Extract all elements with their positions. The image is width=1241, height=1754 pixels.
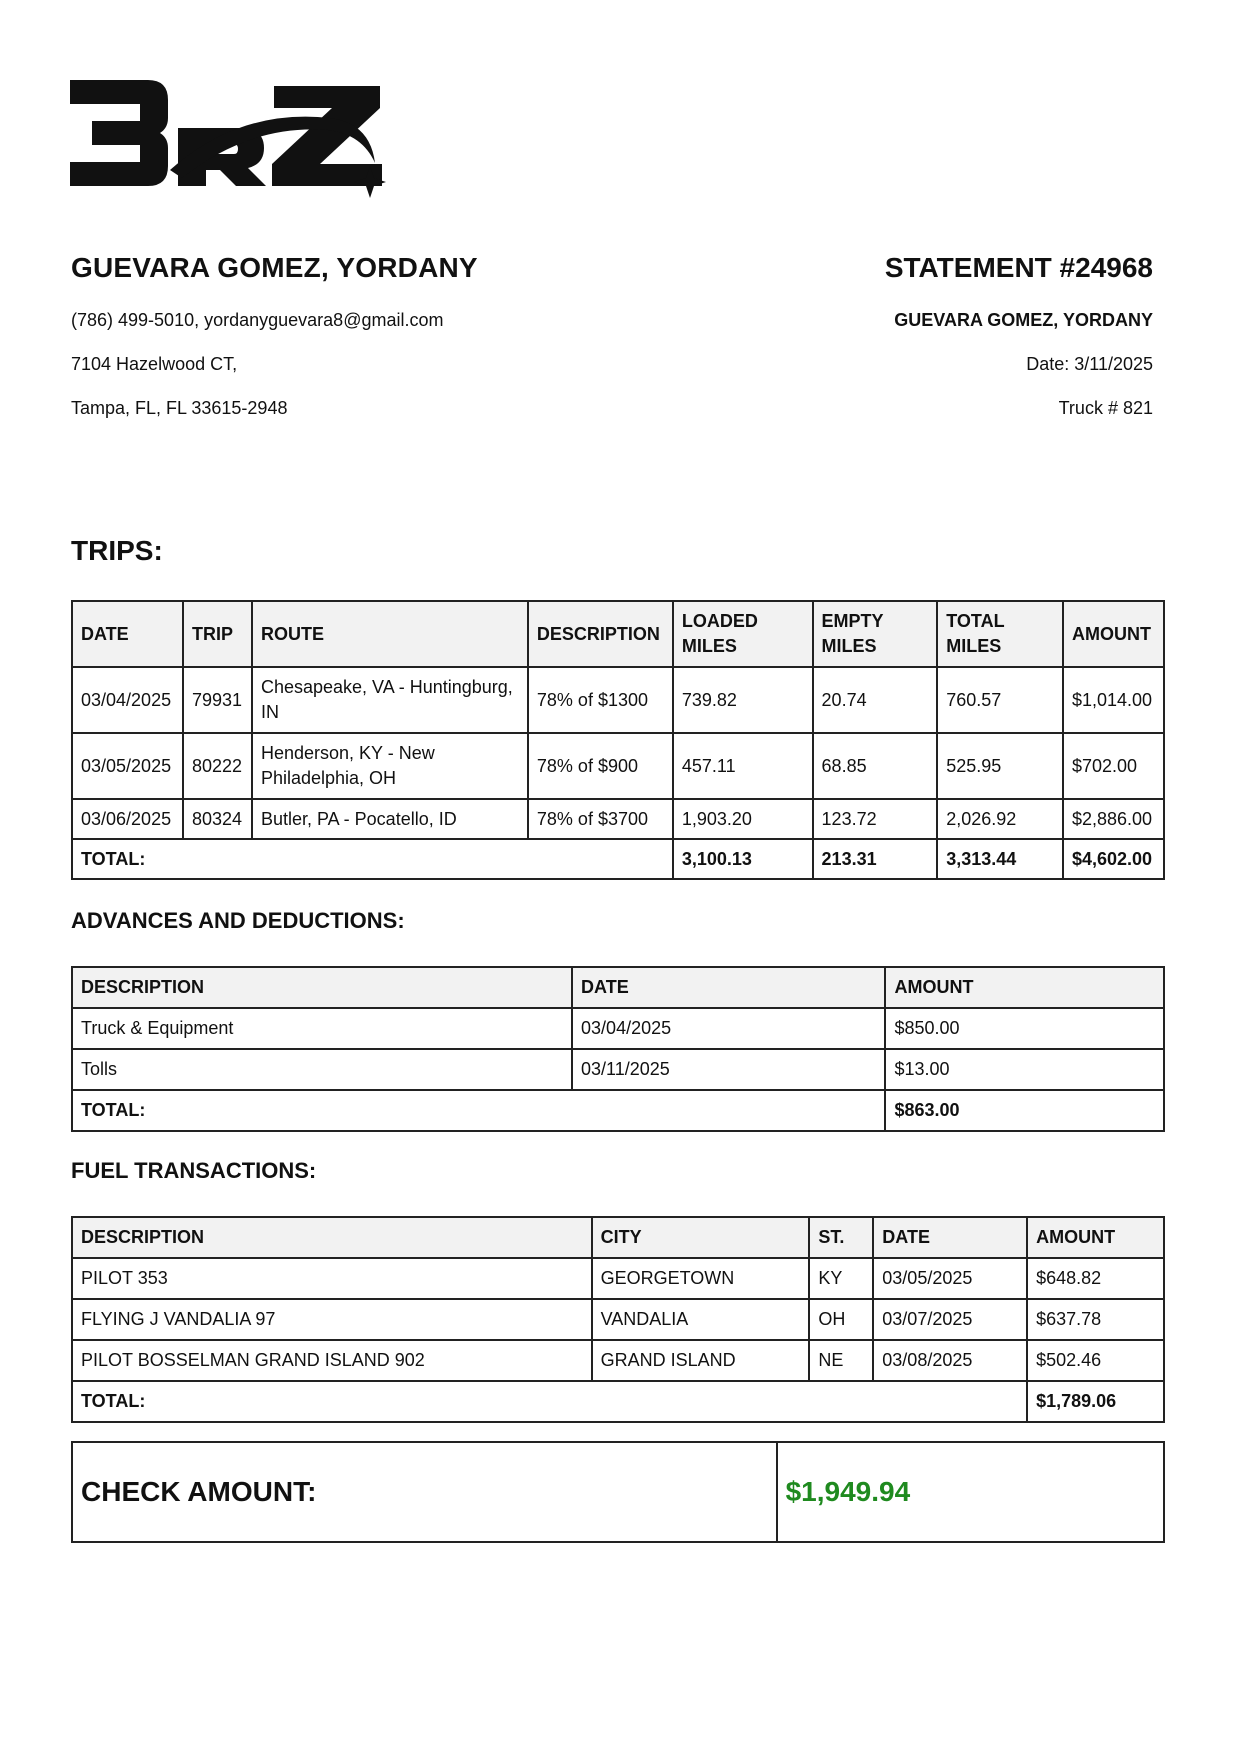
fuel-table: [71, 1216, 1165, 1423]
total-label: TOTAL:: [72, 839, 673, 879]
trips-total-row: [72, 839, 1164, 879]
cell: Henderson, KY - New Philadelphia, OH: [252, 733, 528, 799]
col-header: TOTAL MILES: [937, 601, 1063, 667]
advances-title: ADVANCES AND DEDUCTIONS:: [71, 908, 405, 933]
cell: $850.00: [885, 1008, 1164, 1049]
cell: 03/04/2025: [572, 1008, 885, 1049]
table-row: [72, 667, 1164, 733]
col-header: LOADED MILES: [673, 601, 813, 667]
svg-text:BRZ: BRZ: [70, 78, 72, 79]
cell: $13.00: [885, 1049, 1164, 1090]
statement-date: Date: 3/11/2025: [1026, 354, 1153, 374]
total-amount: $4,602.00: [1063, 839, 1164, 879]
check-amount-label: CHECK AMOUNT:: [72, 1442, 777, 1542]
table-row: [72, 1049, 1164, 1090]
cell: OH: [809, 1299, 873, 1340]
cell: PILOT BOSSELMAN GRAND ISLAND 902: [72, 1340, 592, 1381]
check-amount-value: $1,949.94: [777, 1442, 1164, 1542]
cell: 03/04/2025: [72, 667, 183, 733]
col-header: DESCRIPTION: [72, 1217, 592, 1258]
cell: 78% of $900: [528, 733, 673, 799]
cell: 739.82: [673, 667, 813, 733]
col-header: DESCRIPTION: [528, 601, 673, 667]
col-header: ST.: [809, 1217, 873, 1258]
statement-truck: Truck # 821: [1058, 398, 1153, 418]
cell: 03/11/2025: [572, 1049, 885, 1090]
statement-title: STATEMENT #24968: [884, 252, 1153, 283]
total-miles: 3,313.44: [937, 839, 1063, 879]
cell: 68.85: [813, 733, 938, 799]
table-row: [72, 1340, 1164, 1381]
total-empty-miles: 213.31: [813, 839, 938, 879]
cell: $702.00: [1063, 733, 1164, 799]
table-row: [72, 1299, 1164, 1340]
cell: VANDALIA: [592, 1299, 810, 1340]
fuel-total-row: [72, 1381, 1164, 1422]
advances-header-row: [72, 967, 1164, 1008]
check-amount-table: [71, 1441, 1165, 1543]
cell: 2,026.92: [937, 799, 1063, 839]
col-header: AMOUNT: [1063, 601, 1164, 667]
col-header: DATE: [873, 1217, 1027, 1258]
cell: NE: [809, 1340, 873, 1381]
cell: 80222: [183, 733, 252, 799]
cell: 457.11: [673, 733, 813, 799]
cell: 79931: [183, 667, 252, 733]
trips-table: [71, 600, 1165, 880]
cell: 03/08/2025: [873, 1340, 1027, 1381]
cell: $1,014.00: [1063, 667, 1164, 733]
cell: 20.74: [813, 667, 938, 733]
cell: FLYING J VANDALIA 97: [72, 1299, 592, 1340]
cell: $648.82: [1027, 1258, 1164, 1299]
cell: 1,903.20: [673, 799, 813, 839]
driver-address-line1: 7104 Hazelwood CT,: [71, 354, 238, 374]
cell: Truck & Equipment: [72, 1008, 572, 1049]
trips-header-row: [72, 601, 1164, 667]
total-amount: $1,789.06: [1027, 1381, 1164, 1422]
total-label: TOTAL:: [72, 1381, 1027, 1422]
driver-name: GUEVARA GOMEZ, YORDANY: [71, 252, 478, 283]
table-row: [72, 799, 1164, 839]
col-header: EMPTY MILES: [813, 601, 938, 667]
cell: 03/06/2025: [72, 799, 183, 839]
statement-info: [885, 252, 1153, 440]
cell: $502.46: [1027, 1340, 1164, 1381]
cell: 123.72: [813, 799, 938, 839]
cell: 80324: [183, 799, 252, 839]
advances-table: [71, 966, 1165, 1132]
cell: PILOT 353: [72, 1258, 592, 1299]
cell: Chesapeake, VA - Huntingburg, IN: [252, 667, 528, 733]
total-label: TOTAL:: [72, 1090, 885, 1131]
col-header: TRIP: [183, 601, 252, 667]
table-row: [72, 1008, 1164, 1049]
brz-logo: [70, 78, 390, 198]
cell: $637.78: [1027, 1299, 1164, 1340]
cell: GEORGETOWN: [592, 1258, 810, 1299]
advances-total-row: [72, 1090, 1164, 1131]
driver-contact: (786) 499-5010, yordanyguevara8@gmail.com: [71, 310, 444, 330]
total-amount: $863.00: [885, 1090, 1164, 1131]
cell: 78% of $1300: [528, 667, 673, 733]
cell: 03/05/2025: [873, 1258, 1027, 1299]
table-row: [72, 733, 1164, 799]
col-header: CITY: [592, 1217, 810, 1258]
cell: 03/05/2025: [72, 733, 183, 799]
total-loaded-miles: 3,100.13: [673, 839, 813, 879]
fuel-title: FUEL TRANSACTIONS:: [71, 1158, 317, 1183]
driver-address-line2: Tampa, FL, FL 33615-2948: [71, 398, 288, 418]
trips-title: TRIPS:: [71, 535, 163, 566]
col-header: DATE: [572, 967, 885, 1008]
col-header: AMOUNT: [885, 967, 1164, 1008]
cell: 760.57: [937, 667, 1063, 733]
cell: Butler, PA - Pocatello, ID: [252, 799, 528, 839]
cell: 03/07/2025: [873, 1299, 1027, 1340]
cell: GRAND ISLAND: [592, 1340, 810, 1381]
cell: KY: [809, 1258, 873, 1299]
col-header: AMOUNT: [1027, 1217, 1164, 1258]
col-header: DATE: [72, 601, 183, 667]
fuel-header-row: [72, 1217, 1164, 1258]
cell: $2,886.00: [1063, 799, 1164, 839]
cell: 78% of $3700: [528, 799, 673, 839]
statement-name: GUEVARA GOMEZ, YORDANY: [894, 310, 1153, 330]
table-row: [72, 1258, 1164, 1299]
driver-info: [71, 252, 478, 440]
cell: Tolls: [72, 1049, 572, 1090]
check-row: [72, 1442, 1164, 1542]
col-header: ROUTE: [252, 601, 528, 667]
col-header: DESCRIPTION: [72, 967, 572, 1008]
cell: 525.95: [937, 733, 1063, 799]
